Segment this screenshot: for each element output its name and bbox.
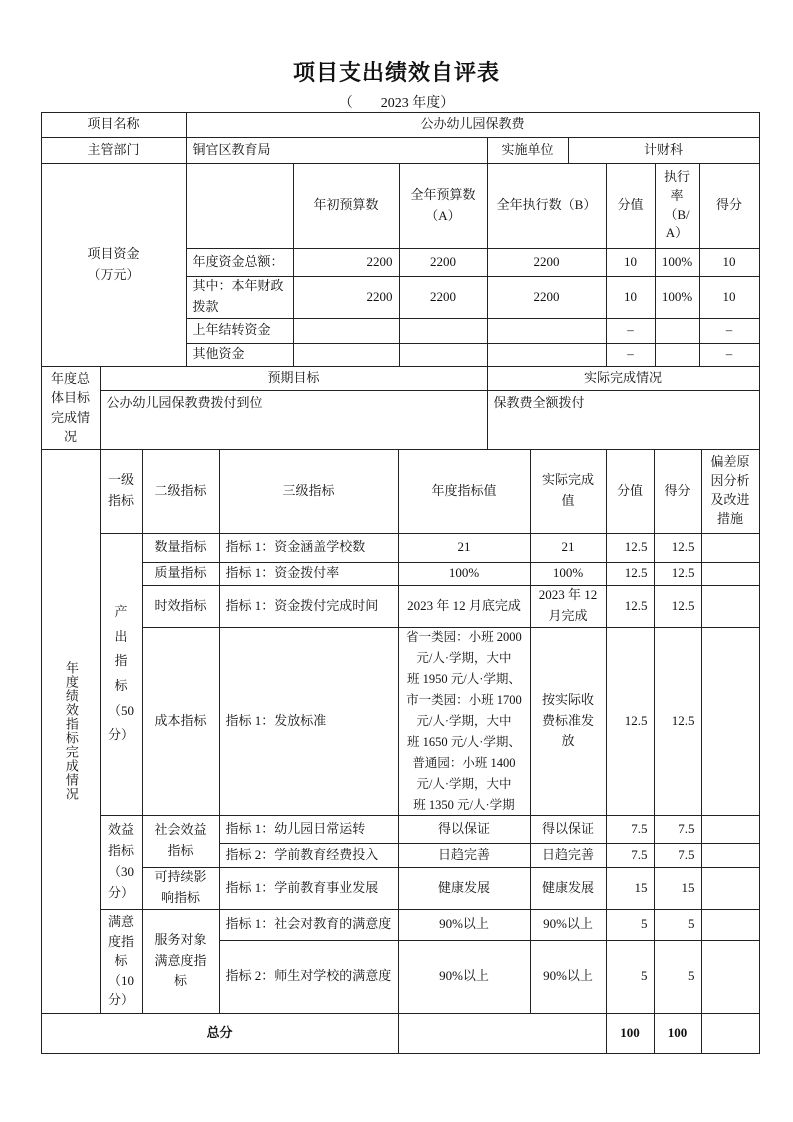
perf-target: 21: [398, 533, 531, 563]
level1-output: 产 出 指 标 （50 分）: [100, 533, 143, 816]
funds-rate: 100%: [655, 276, 700, 319]
perf-deviation: [701, 909, 760, 941]
project-name: 公办幼儿园保教费: [186, 112, 760, 138]
expected-goal: 公办幼儿园保教费拨付到位: [100, 390, 488, 450]
perf-deviation: [701, 585, 760, 628]
funds-rate: 100%: [655, 248, 700, 277]
perf-score: 7.5: [654, 843, 702, 868]
funds-label: 上年结转资金: [186, 318, 294, 344]
total-blank: [398, 1013, 607, 1054]
perf-indicator: 指标 1：资金拨付率: [219, 562, 399, 586]
funds-annual: 2200: [399, 276, 488, 319]
perf-target: 90%以上: [398, 940, 531, 1014]
perf-target: 90%以上: [398, 909, 531, 941]
perf-header: 偏差原 因分析 及改进 措施: [701, 449, 760, 534]
total-label: 总分: [41, 1013, 399, 1054]
funds-label: 项目资金 （万元）: [41, 163, 187, 367]
perf-score-value: 12.5: [606, 562, 655, 586]
project-name-label: 项目名称: [41, 112, 187, 138]
perf-score: 5: [654, 909, 702, 941]
perf-actual: 90%以上: [530, 909, 607, 941]
perf-deviation: [701, 815, 760, 844]
perf-header: 实际完成 值: [530, 449, 607, 534]
perf-header: 一级 指标: [100, 449, 143, 534]
perf-target: 100%: [398, 562, 531, 586]
funds-rate: [655, 343, 700, 367]
funds-score: 10: [699, 248, 760, 277]
expected-header: 预期目标: [100, 366, 488, 391]
actual-goal: 保教费全额拨付: [487, 390, 760, 450]
year-label: （ 2023 年度）: [338, 96, 455, 111]
level1-benefit: 效益 指标 （30 分）: [100, 815, 143, 910]
funds-header: 分值: [606, 163, 656, 249]
perf-score-value: 12.5: [606, 533, 655, 563]
level2: 时效指标: [142, 585, 220, 628]
funds-initial: [293, 318, 400, 344]
level2: 社会效益 指标: [142, 815, 220, 868]
funds-header: 年初预算数: [293, 163, 400, 249]
perf-actual: 90%以上: [530, 940, 607, 1014]
perf-actual: 100%: [530, 562, 607, 586]
funds-header: 执行 率 （B/ A）: [655, 163, 700, 249]
perf-label-text: 年度绩效指标完成情况: [63, 661, 79, 801]
perf-indicator: 指标 1：发放标准: [219, 627, 399, 816]
funds-initial: 2200: [293, 276, 400, 319]
perf-score: 5: [654, 940, 702, 1014]
funds-rate: [655, 318, 700, 344]
level2: 服务对象 满意度指 标: [142, 909, 220, 1014]
funds-annual: [399, 343, 488, 367]
perf-deviation: [701, 843, 760, 868]
perf-score: 12.5: [654, 585, 702, 628]
perf-score-value: 7.5: [606, 815, 655, 844]
level2: 数量指标: [142, 533, 220, 563]
funds-initial: 2200: [293, 248, 400, 277]
perf-target: 省一类园：小班 2000 元/人·学期，大中 班 1950 元/人·学期、 市一类园：小班 1700 元/人·学期，大中 班 1650 元/人·学期、 普通园：小班 1400 元/人·学期，大中 班 1350 元/人·学期: [398, 627, 531, 816]
impl-label: 实施单位: [487, 137, 569, 164]
perf-score-value: 5: [606, 909, 655, 941]
perf-indicator: 指标 2：学前教育经费投入: [219, 843, 399, 868]
perf-header: 分值: [606, 449, 655, 534]
funds-annual: 2200: [399, 248, 488, 277]
funds-label: 年度资金总额：: [186, 248, 294, 277]
total-value: 100: [606, 1013, 655, 1054]
perf-deviation: [701, 867, 760, 910]
perf-actual: 日趋完善: [530, 843, 607, 868]
funds-header: 得分: [699, 163, 760, 249]
perf-target: 得以保证: [398, 815, 531, 844]
funds-initial: [293, 343, 400, 367]
funds-score-value: –: [606, 343, 656, 367]
funds-label: 其他资金: [186, 343, 294, 367]
perf-score: 15: [654, 867, 702, 910]
perf-indicator: 指标 1：学前教育事业发展: [219, 867, 399, 910]
funds-score-value: 10: [606, 276, 656, 319]
perf-label: [41, 449, 101, 1014]
perf-deviation: [701, 627, 760, 816]
perf-indicator: 指标 1：社会对教育的满意度: [219, 909, 399, 941]
perf-score-value: 12.5: [606, 627, 655, 816]
perf-score: 12.5: [654, 627, 702, 816]
actual-header: 实际完成情况: [487, 366, 760, 391]
perf-score: 12.5: [654, 562, 702, 586]
funds-score-value: 10: [606, 248, 656, 277]
perf-actual: 21: [530, 533, 607, 563]
funds-score-value: –: [606, 318, 656, 344]
perf-actual: 按实际收 费标准发 放: [530, 627, 607, 816]
perf-indicator: 指标 1：资金涵盖学校数: [219, 533, 399, 563]
funds-header: 全年预算数 （A）: [399, 163, 488, 249]
total-score: 100: [654, 1013, 702, 1054]
funds-label: 其中：本年财政 拨款: [186, 276, 294, 319]
perf-deviation: [701, 940, 760, 1014]
perf-header: 二级指标: [142, 449, 220, 534]
funds-executed: 2200: [487, 276, 607, 319]
perf-score: 12.5: [654, 533, 702, 563]
perf-actual: 2023 年 12 月完成: [530, 585, 607, 628]
page-title: 项目支出绩效自评表: [292, 60, 500, 85]
funds-executed: 2200: [487, 248, 607, 277]
total-deviation: [701, 1013, 760, 1054]
perf-deviation: [701, 562, 760, 586]
perf-header: 三级指标: [219, 449, 399, 534]
perf-score-value: 15: [606, 867, 655, 910]
level2: 质量指标: [142, 562, 220, 586]
perf-header: 得分: [654, 449, 702, 534]
funds-executed: [487, 343, 607, 367]
perf-score: 7.5: [654, 815, 702, 844]
funds-annual: [399, 318, 488, 344]
funds-executed: [487, 318, 607, 344]
perf-indicator: 指标 1：资金拨付完成时间: [219, 585, 399, 628]
funds-header: 全年执行数（B）: [487, 163, 607, 249]
funds-score: –: [699, 343, 760, 367]
perf-actual: 得以保证: [530, 815, 607, 844]
perf-score-value: 7.5: [606, 843, 655, 868]
perf-header: 年度指标值: [398, 449, 531, 534]
funds-score: –: [699, 318, 760, 344]
funds-score: 10: [699, 276, 760, 319]
level2: 可持续影 响指标: [142, 867, 220, 910]
level1-satisfaction: 满意 度指 标 （10 分）: [100, 909, 143, 1014]
perf-indicator: 指标 1：幼儿园日常运转: [219, 815, 399, 844]
perf-actual: 健康发展: [530, 867, 607, 910]
perf-target: 2023 年 12 月底完成: [398, 585, 531, 628]
perf-score-value: 5: [606, 940, 655, 1014]
perf-target: 健康发展: [398, 867, 531, 910]
goals-label: 年度总 体目标 完成情 况: [41, 366, 101, 450]
funds-header-blank: [186, 163, 294, 249]
impl-value: 计财科: [568, 137, 760, 164]
level2: 成本指标: [142, 627, 220, 816]
perf-deviation: [701, 533, 760, 563]
dept-label: 主管部门: [41, 137, 187, 164]
perf-target: 日趋完善: [398, 843, 531, 868]
perf-score-value: 12.5: [606, 585, 655, 628]
perf-indicator: 指标 2：师生对学校的满意度: [219, 940, 399, 1014]
dept-value: 铜官区教育局: [186, 137, 488, 164]
